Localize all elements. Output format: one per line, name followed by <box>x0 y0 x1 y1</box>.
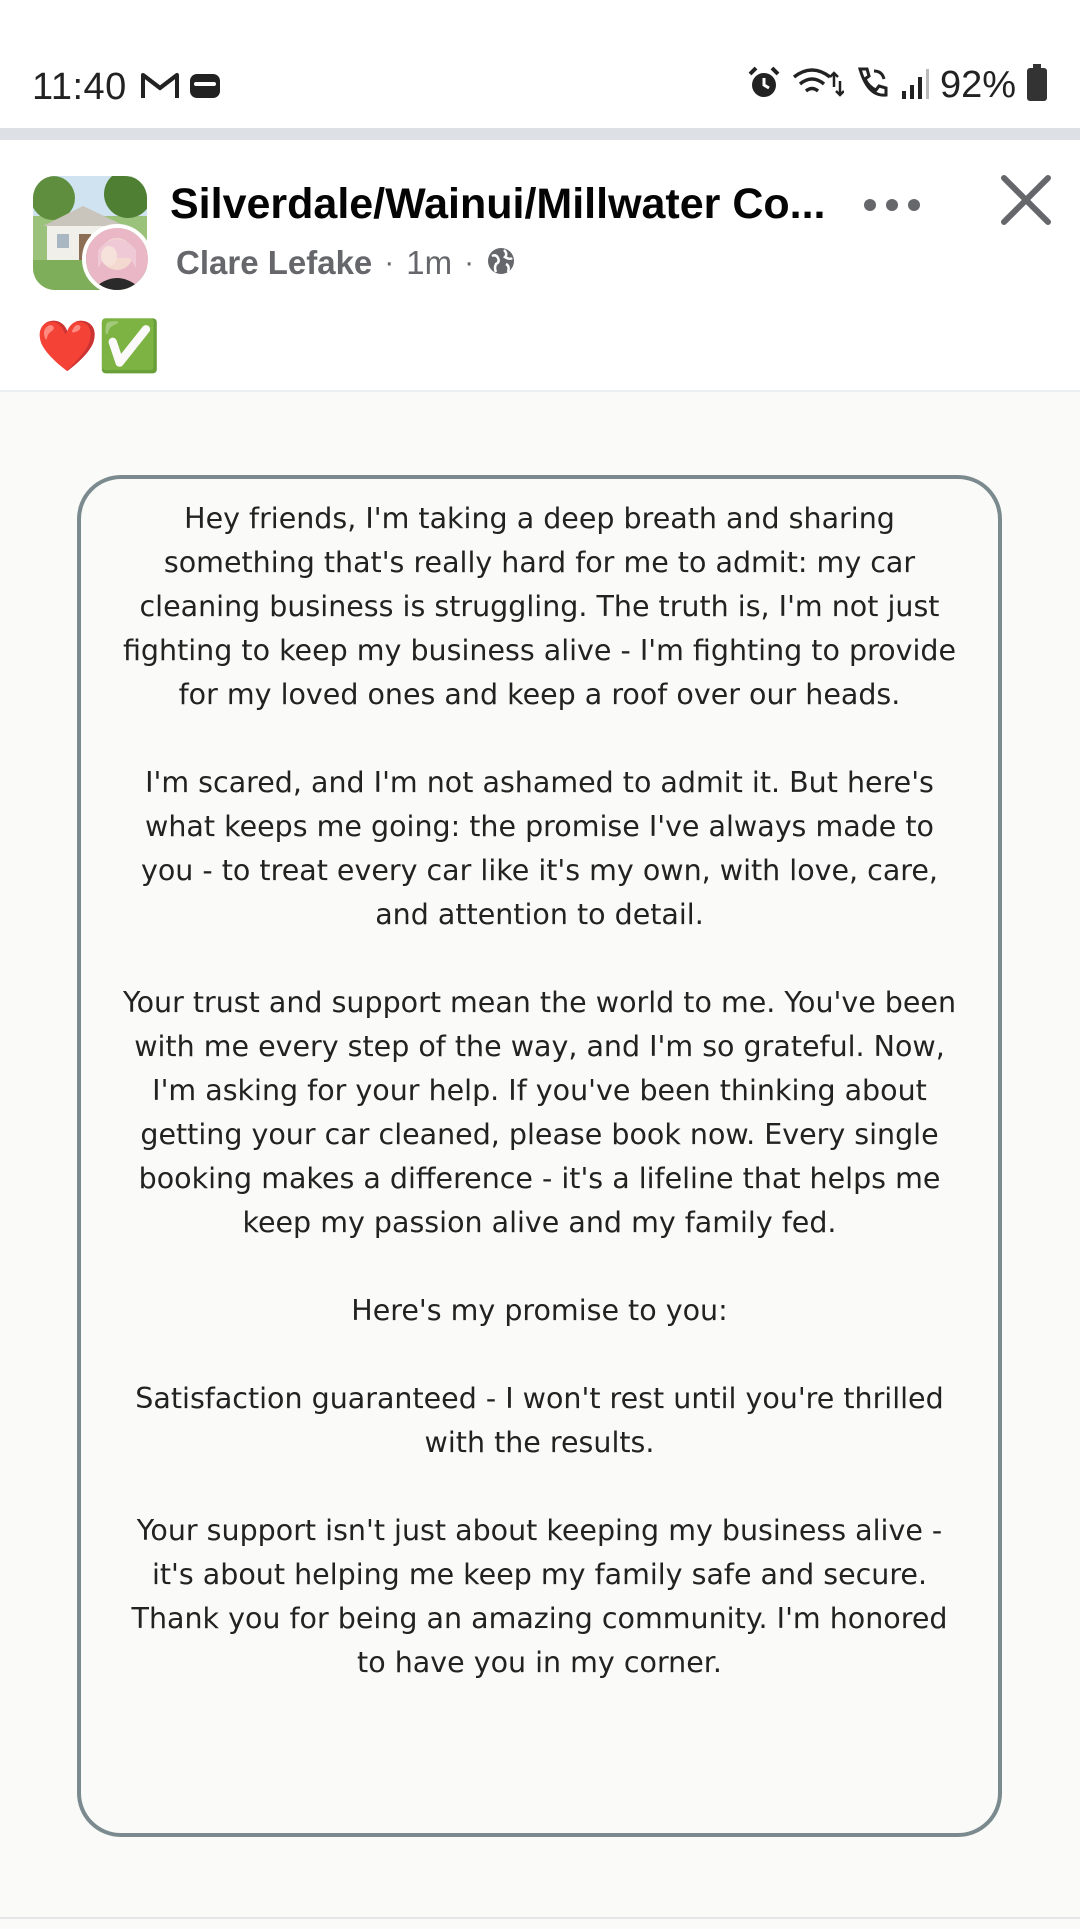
author-name[interactable]: Clare Lefake <box>176 244 373 281</box>
notice-paragraph: I'm scared, and I'm not ashamed to admit it. But here's what keeps me going: the promise I've always made to you - to treat every car like it's my own, with love, care, and attention to detail. <box>140 766 938 931</box>
close-icon <box>994 168 1058 232</box>
more-icon <box>862 190 922 220</box>
status-bar <box>0 0 1080 128</box>
group-name[interactable]: Silverdale/Wainui/Millwater Co... <box>170 180 826 228</box>
user-avatar[interactable] <box>82 224 152 294</box>
more-options-button[interactable] <box>862 190 922 220</box>
close-button[interactable] <box>994 168 1058 232</box>
notice-text <box>121 497 958 1685</box>
wifi-call-icon <box>792 65 844 106</box>
status-right-icons <box>746 64 1048 107</box>
globe-icon <box>486 246 516 281</box>
signal-icon <box>900 65 930 106</box>
meta-separator: · <box>464 246 475 279</box>
bottom-divider <box>0 1917 1080 1919</box>
notice-paragraph: Satisfaction guaranteed - I won't rest until you're thrilled with the results. <box>135 1382 944 1459</box>
wallet-icon <box>188 70 222 107</box>
section-divider <box>0 128 1080 140</box>
volte-call-icon <box>854 65 890 106</box>
post-image[interactable] <box>0 392 1080 1929</box>
notice-card <box>77 475 1002 1837</box>
battery-icon <box>1026 64 1048 107</box>
status-left-icons <box>140 70 222 107</box>
post-header <box>0 140 1080 390</box>
notice-paragraph: Your trust and support mean the world to me. You've been with me every step of the way, and I'm so grateful. Now, I'm asking for your help. If you've been thinking about getting your car cleaned, please book now. Every single booking makes a difference - it's a lifeline that helps me keep my passion alive and my family fed. <box>122 986 957 1239</box>
alarm-icon <box>746 65 782 106</box>
post-meta <box>176 244 516 282</box>
post-time[interactable]: 1m <box>406 244 453 281</box>
battery-percent: 92% <box>939 64 1016 106</box>
notice-paragraph: Here's my promise to you: <box>351 1294 728 1327</box>
notice-paragraph: Hey friends, I'm taking a deep breath and sharing something that's really hard for me to admit: my car cleaning business is struggling. The truth is, I'm not just fighting to keep my business alive - I'm fighting to provide for my loved ones and keep a roof over our heads. <box>122 502 957 711</box>
status-time: 11:40 <box>32 66 127 108</box>
notice-paragraph: Your support isn't just about keeping my business alive - it's about helping me keep my family safe and secure. Thank you for being an amazing community. I'm honored to have you in my corner. <box>131 1514 948 1679</box>
gmail-icon <box>140 70 180 107</box>
meta-separator: · <box>384 246 395 279</box>
post-text: ❤️✅ <box>36 318 161 374</box>
